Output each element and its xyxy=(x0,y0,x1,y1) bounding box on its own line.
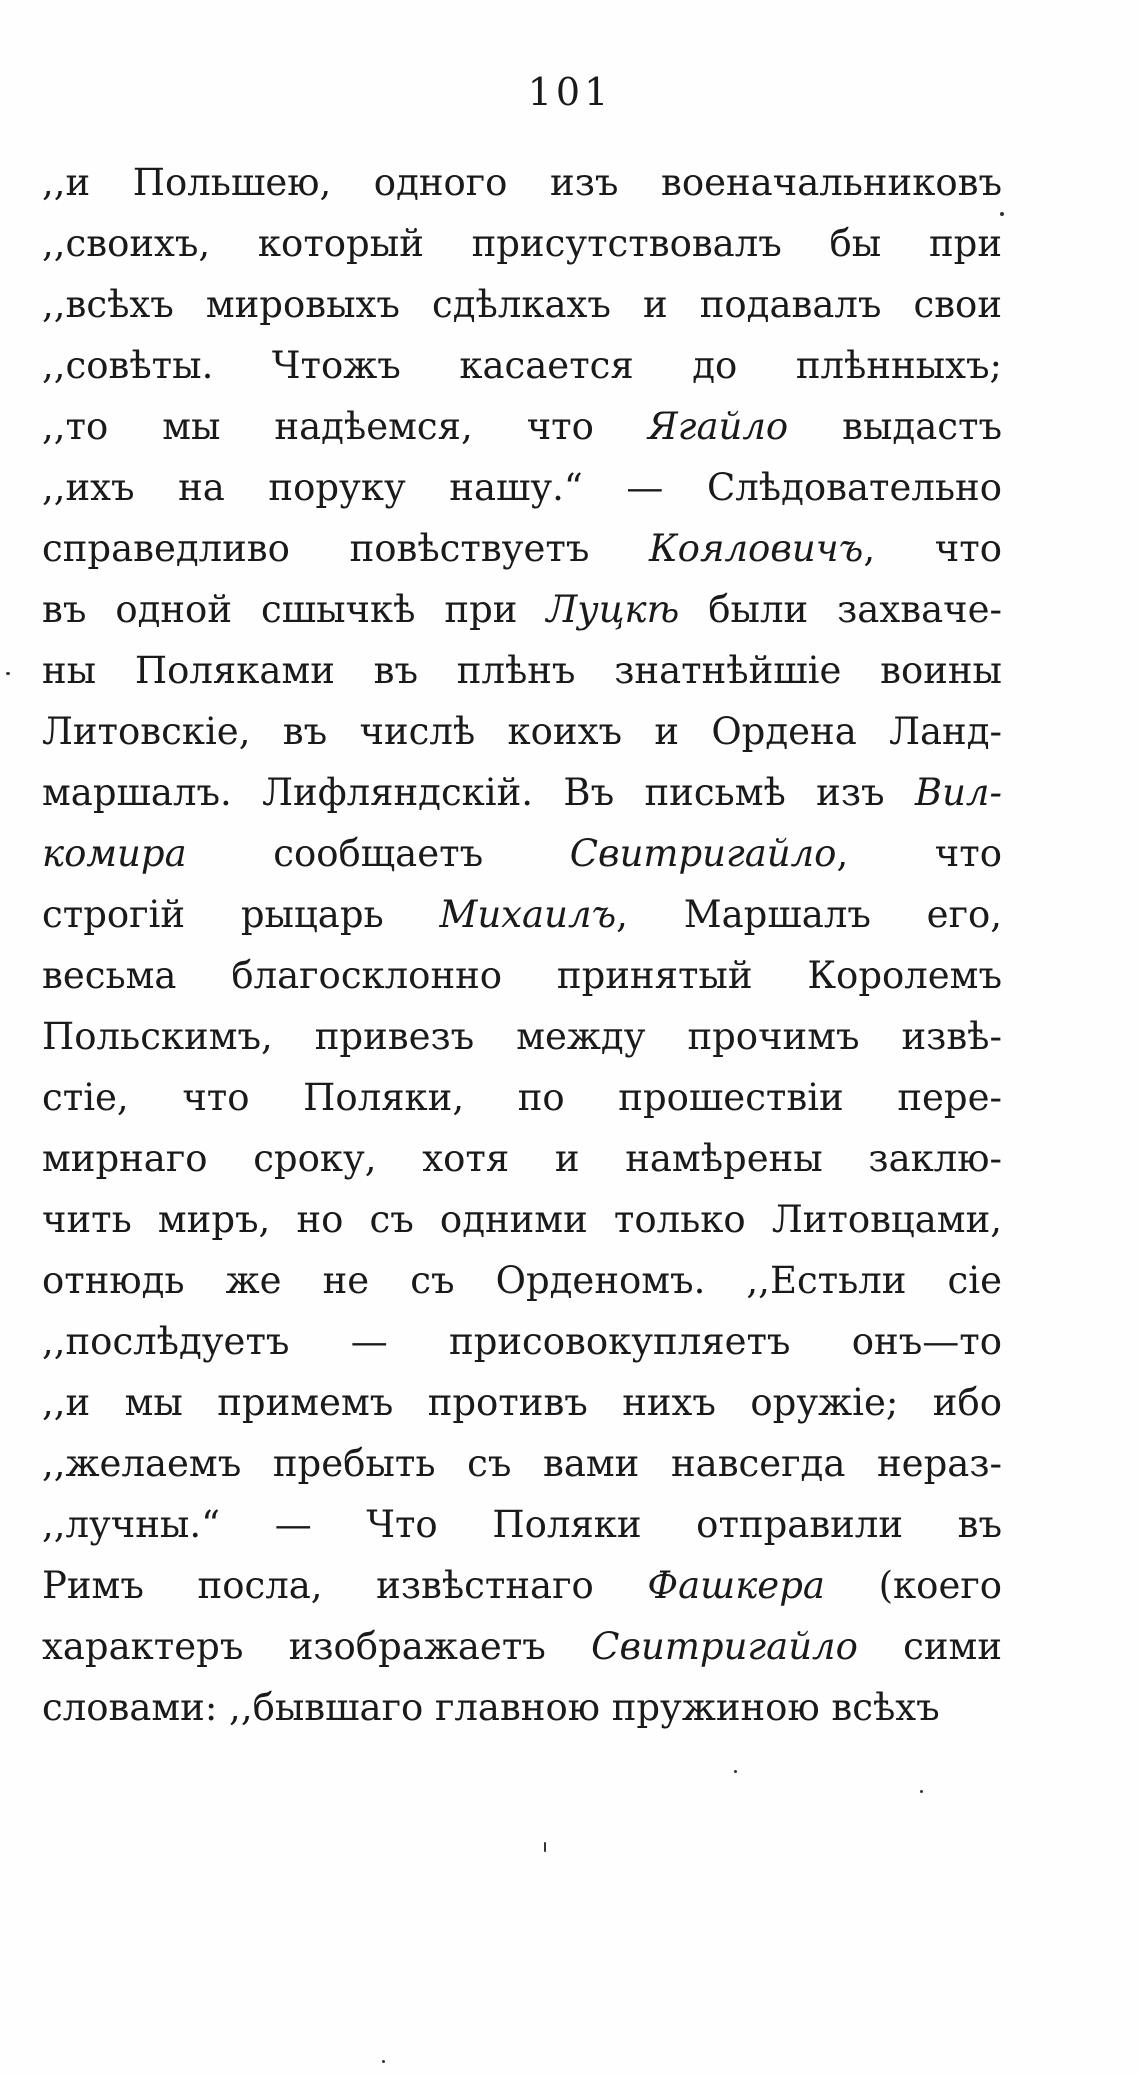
text-line xyxy=(42,1067,1002,1128)
text-line xyxy=(42,945,1002,1006)
italic-name: Фашкера xyxy=(647,1564,825,1607)
italic-name: Михаилъ xyxy=(439,893,617,936)
text-segment: чить миръ, но съ одними только Литовцами, xyxy=(42,1198,1002,1241)
text-segment: были захваче- xyxy=(679,588,1002,631)
text-segment: (коего xyxy=(824,1564,1002,1607)
text-line xyxy=(42,396,1002,457)
text-segment: ,,и Польшею, одного изъ военачальниковъ xyxy=(42,161,1002,204)
italic-name: Ягайло xyxy=(647,405,789,448)
scan-speck xyxy=(920,1790,923,1793)
text-segment: Польскимъ, привезъ между прочимъ извѣ- xyxy=(42,1015,1002,1058)
text-line xyxy=(42,1006,1002,1067)
text-segment: справедливо повѣствуетъ xyxy=(42,527,650,570)
text-segment: словами: ,,бывшаго главною пружиною всѣхъ xyxy=(42,1686,940,1729)
text-segment: ,,лучны.“ — Что Поляки отправили въ xyxy=(42,1503,1002,1546)
text-line xyxy=(42,457,1002,518)
text-segment: сообщаетъ xyxy=(186,832,570,875)
text-segment: весьма благосклонно принятый Королемъ xyxy=(42,954,1002,997)
text-line xyxy=(42,1128,1002,1189)
text-segment: выдастъ xyxy=(788,405,1002,448)
page-number: 101 xyxy=(527,70,613,114)
text-segment: мирнаго сроку, хотя и намѣрены заклю- xyxy=(42,1137,1002,1180)
text-line xyxy=(42,1555,1002,1616)
text-line xyxy=(42,1433,1002,1494)
text-segment: Литовскіе, въ числѣ коихъ и Ордена Ланд- xyxy=(42,710,1002,753)
italic-name: комира xyxy=(42,832,187,875)
text-segment: ,,совѣты. Чтожъ касается до плѣнныхъ; xyxy=(42,344,1002,387)
text-segment: ,,всѣхъ мировыхъ сдѣлкахъ и подавалъ свои xyxy=(42,283,1002,326)
italic-name: Свитригайло xyxy=(591,1625,858,1668)
text-segment: въ одной сшычкѣ при xyxy=(42,588,547,631)
text-line xyxy=(42,274,1002,335)
text-line xyxy=(42,1494,1002,1555)
text-line xyxy=(42,1616,1002,1677)
text-segment: Римъ посла, извѣстнаго xyxy=(42,1564,648,1607)
text-segment: сими xyxy=(857,1625,1002,1668)
text-line xyxy=(42,518,1002,579)
text-segment: ,,послѣдуетъ — присовокупляетъ онъ—то xyxy=(42,1320,1002,1363)
italic-name: Кояловичъ xyxy=(649,527,864,570)
text-line xyxy=(42,335,1002,396)
text-segment: ,,то мы надѣемся, что xyxy=(42,405,648,448)
text-line xyxy=(42,823,1002,884)
text-segment: , что xyxy=(863,527,1002,570)
text-segment: ,,и мы примемъ противъ нихъ оружіе; ибо xyxy=(42,1381,1002,1424)
text-segment: , что xyxy=(836,832,1002,875)
text-segment: стіе, что Поляки, по прошествіи пере- xyxy=(42,1076,1002,1119)
text-line xyxy=(42,213,1002,274)
text-segment: строгій рыцарь xyxy=(42,893,440,936)
text-segment: ,,своихъ, который присутствовалъ бы при xyxy=(42,222,1002,265)
scan-speck xyxy=(734,1770,737,1773)
italic-name: Луцкѣ xyxy=(546,588,680,631)
text-line xyxy=(42,1250,1002,1311)
text-segment: , Маршалъ его, xyxy=(616,893,1002,936)
body-text xyxy=(42,152,1002,1738)
text-segment: отнюдь же не съ Орденомъ. ,,Естьли сіе xyxy=(42,1259,1002,1302)
text-line xyxy=(42,884,1002,945)
text-segment: ,,ихъ на поруку нашу.“ — Слѣдовательно xyxy=(42,466,1002,509)
text-line xyxy=(42,152,1002,213)
text-segment: ны Поляками въ плѣнъ знатнѣйшіе воины xyxy=(42,649,1002,692)
text-line xyxy=(42,640,1002,701)
text-line xyxy=(42,1372,1002,1433)
scan-speck xyxy=(1000,212,1004,216)
text-line xyxy=(42,579,1002,640)
scan-speck xyxy=(382,2060,385,2063)
italic-name: Вил- xyxy=(914,771,1002,814)
text-line xyxy=(42,701,1002,762)
text-segment: характеръ изображаетъ xyxy=(42,1625,592,1668)
italic-name: Свитригайло xyxy=(569,832,837,875)
scan-speck xyxy=(6,672,10,675)
text-segment: ,,желаемъ пребыть съ вами навсегда нераз- xyxy=(42,1442,1002,1485)
text-line xyxy=(42,762,1002,823)
scan-speck xyxy=(544,1842,546,1852)
text-line xyxy=(42,1189,1002,1250)
text-line xyxy=(42,1677,1002,1738)
text-line xyxy=(42,1311,1002,1372)
text-segment: маршалъ. Лифляндскій. Въ письмѣ изъ xyxy=(42,771,915,814)
